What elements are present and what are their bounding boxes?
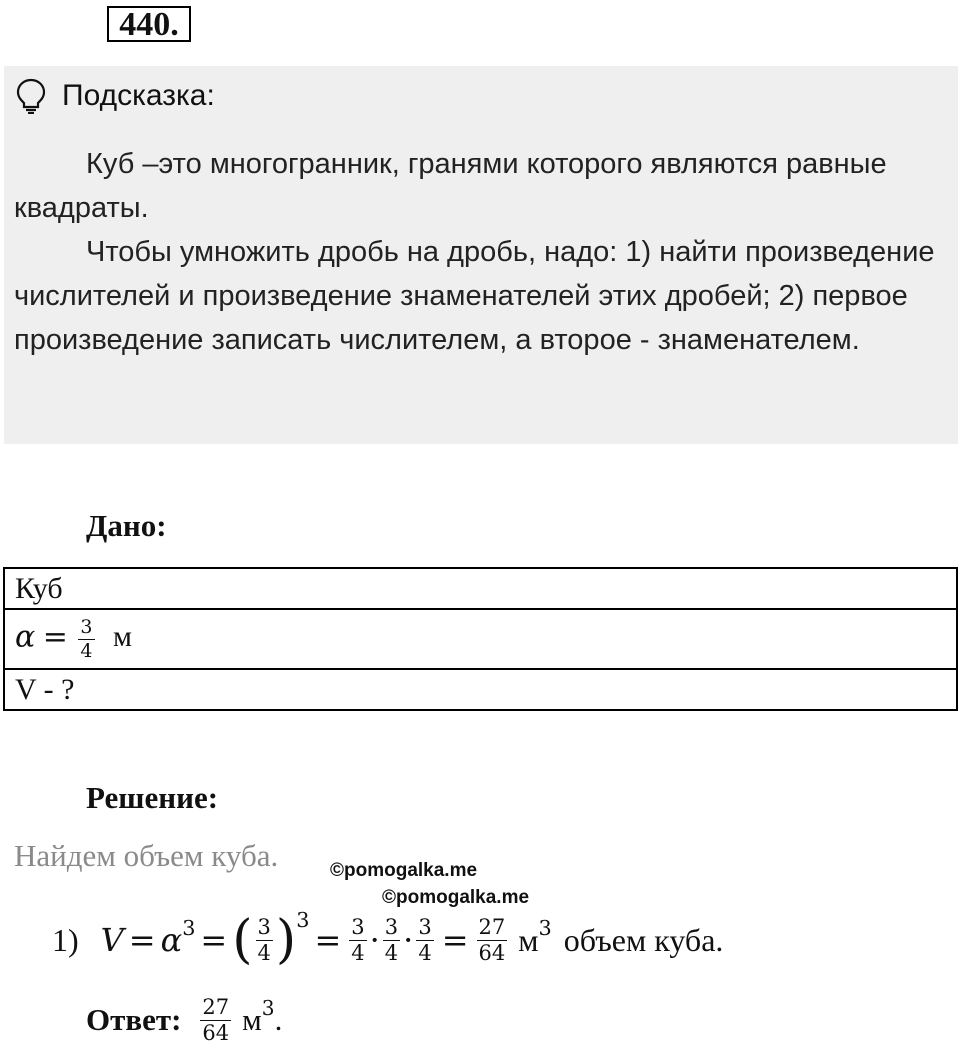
equals-sign: =	[441, 921, 469, 959]
fraction-denominator: 4	[418, 940, 432, 965]
exponent: 3	[261, 996, 275, 1020]
solution-step-1	[52, 908, 723, 972]
given-row	[4, 568, 957, 609]
fraction-numerator: 27	[202, 994, 230, 1019]
given-row	[4, 609, 957, 669]
hint-title: Подсказка:	[62, 79, 215, 112]
given-cell: V - ?	[4, 669, 957, 710]
unit: м	[113, 619, 132, 653]
fraction	[477, 914, 508, 965]
hint-paragraph: Куб –это многогранник, гранями которого являются равные квадраты.	[14, 148, 887, 224]
step-intro: Найдем объем куба.	[14, 838, 279, 873]
multiply-dot: ·	[369, 921, 380, 959]
answer-label: Ответ:	[86, 1002, 182, 1037]
lightbulb-icon	[16, 78, 46, 119]
fraction-numerator: 3	[80, 615, 93, 638]
fraction-numerator: 3	[257, 914, 271, 939]
equals-sign: =	[128, 921, 156, 959]
equals-sign: =	[200, 921, 228, 959]
given-row	[4, 669, 957, 710]
fraction-numerator: 27	[478, 914, 506, 939]
fraction-denominator: 4	[80, 639, 93, 662]
alpha-symbol: α	[160, 921, 183, 959]
exponent: 3	[538, 916, 552, 940]
unit: м	[242, 1002, 262, 1037]
given-cell: Куб	[4, 568, 957, 609]
watermark: ©pomogalka.me	[330, 860, 478, 881]
problem-number: 440.	[107, 6, 191, 42]
watermark: ©pomogalka.me	[382, 887, 530, 908]
left-paren: (	[232, 910, 253, 970]
answer	[86, 990, 282, 1050]
fraction-denominator: 4	[257, 940, 271, 965]
fraction-numerator: 3	[418, 914, 432, 939]
unit: м	[518, 921, 539, 958]
fraction-denominator: 4	[384, 940, 399, 965]
fraction	[256, 914, 273, 965]
equals-sign: =	[314, 921, 342, 959]
fraction-numerator: 3	[384, 914, 399, 939]
hint-paragraph: Чтобы умножить дробь на дробь, надо: 1) найти произведение числителей и произведение знаменателей этих дробей; 2) первое произведение записать числителем, а второе - знаменателем.	[14, 236, 935, 356]
fraction	[78, 615, 94, 662]
fraction	[200, 994, 231, 1045]
volume-symbol: V	[100, 921, 124, 959]
given-label: Дано:	[86, 508, 167, 543]
answer-period: .	[274, 1002, 283, 1037]
step-tail-text: объем куба.	[563, 921, 724, 958]
equals-sign: =	[42, 618, 68, 654]
exponent: 3	[296, 908, 310, 932]
hint-text	[14, 142, 944, 362]
given-table	[3, 567, 958, 711]
fraction	[349, 914, 366, 965]
fraction-denominator: 4	[351, 940, 365, 965]
step-index: 1)	[52, 921, 79, 958]
multiply-dot: ·	[403, 921, 414, 959]
fraction	[416, 914, 433, 965]
given-cell	[4, 609, 957, 669]
right-paren: )	[275, 910, 297, 970]
fraction-denominator: 64	[478, 940, 506, 965]
fraction-numerator: 3	[351, 914, 365, 939]
alpha-symbol: α	[15, 618, 36, 654]
fraction-denominator: 64	[202, 1020, 230, 1045]
exponent: 3	[182, 916, 196, 940]
solution-label: Решение:	[86, 780, 219, 815]
fraction	[383, 914, 400, 965]
